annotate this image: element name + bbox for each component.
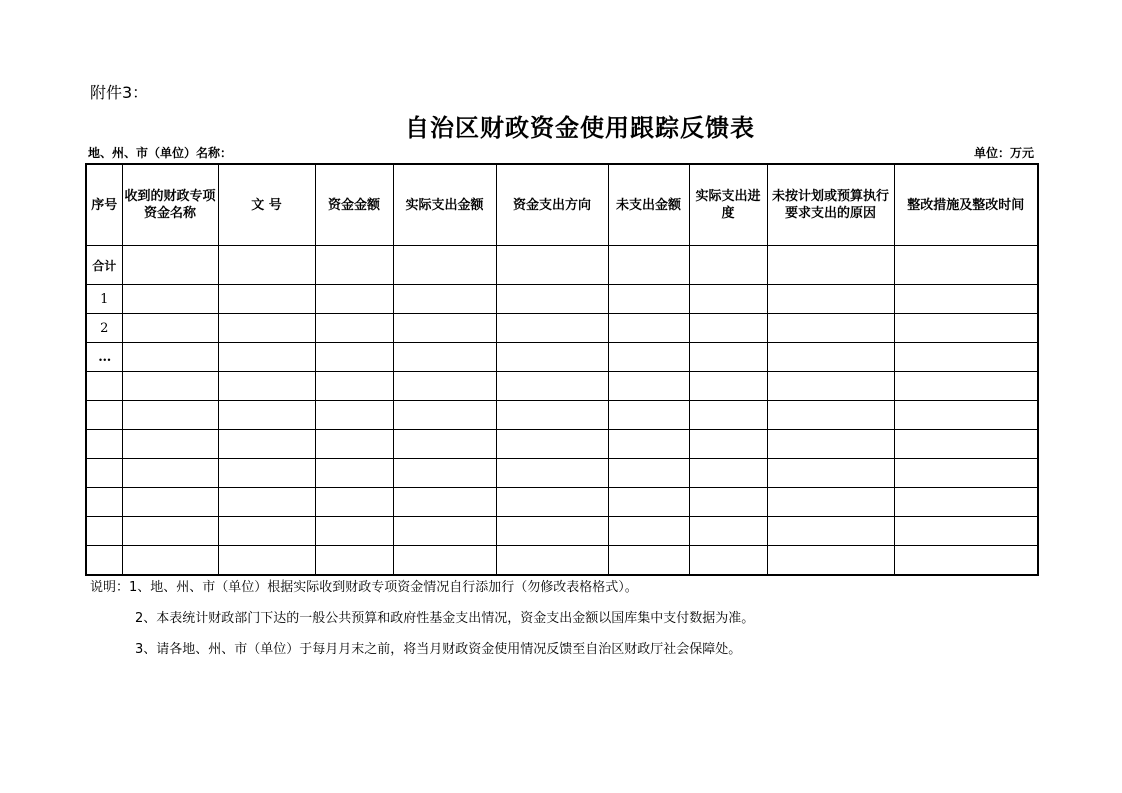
table-cell[interactable] — [689, 546, 767, 576]
table-cell[interactable] — [894, 546, 1038, 576]
table-cell[interactable] — [767, 430, 894, 459]
table-cell[interactable] — [218, 285, 315, 314]
table-cell[interactable] — [608, 430, 689, 459]
unit-label: 单位：万元 — [973, 146, 1034, 160]
table-cell[interactable] — [218, 372, 315, 401]
header-cell-rectification: 整改措施及整改时间 — [894, 164, 1038, 246]
table-cell[interactable] — [393, 517, 496, 546]
table-cell[interactable] — [608, 401, 689, 430]
table-cell[interactable] — [496, 246, 608, 285]
table-row — [86, 372, 1038, 401]
table-cell[interactable] — [496, 517, 608, 546]
table-cell[interactable] — [315, 372, 393, 401]
table-cell[interactable] — [894, 285, 1038, 314]
table-row — [86, 430, 1038, 459]
table-cell[interactable] — [894, 488, 1038, 517]
table-cell[interactable] — [767, 517, 894, 546]
table-cell[interactable] — [689, 372, 767, 401]
table-cell[interactable] — [689, 488, 767, 517]
table-cell[interactable] — [218, 517, 315, 546]
row-index: 2 — [86, 314, 122, 343]
table-row — [86, 343, 1038, 372]
table-cell[interactable] — [496, 546, 608, 576]
table-cell[interactable] — [393, 343, 496, 372]
table-cell[interactable] — [393, 459, 496, 488]
table-row — [86, 546, 1038, 576]
table-cell[interactable] — [122, 314, 218, 343]
table-cell[interactable] — [767, 343, 894, 372]
table-cell[interactable] — [315, 488, 393, 517]
table-cell[interactable] — [767, 459, 894, 488]
table-cell[interactable] — [894, 517, 1038, 546]
table-cell[interactable] — [122, 285, 218, 314]
total-label: 合计 — [86, 246, 122, 285]
table-row — [86, 488, 1038, 517]
table-row — [86, 314, 1038, 343]
table-cell[interactable] — [496, 343, 608, 372]
note-item — [90, 640, 754, 660]
row-index — [86, 430, 122, 459]
table-cell[interactable] — [393, 488, 496, 517]
table-cell[interactable] — [689, 314, 767, 343]
table-cell[interactable] — [218, 343, 315, 372]
table-cell[interactable] — [608, 372, 689, 401]
table-cell[interactable] — [218, 430, 315, 459]
table-cell[interactable] — [122, 430, 218, 459]
table-cell[interactable] — [122, 246, 218, 285]
notes-section — [90, 578, 754, 671]
header-cell-expenditure-direction: 资金支出方向 — [496, 164, 608, 246]
table-cell[interactable] — [122, 343, 218, 372]
header-cell-fund-name: 收到的财政专项资金名称 — [122, 164, 218, 246]
row-index — [86, 488, 122, 517]
row-index — [86, 401, 122, 430]
header-cell-index: 序号 — [86, 164, 122, 246]
row-index: … — [86, 343, 122, 372]
row-index — [86, 372, 122, 401]
table-cell[interactable] — [393, 246, 496, 285]
table-cell[interactable] — [767, 488, 894, 517]
table-cell[interactable] — [122, 488, 218, 517]
table-row — [86, 285, 1038, 314]
total-row — [86, 246, 1038, 285]
table-cell[interactable] — [767, 246, 894, 285]
table-cell[interactable] — [122, 401, 218, 430]
table-cell[interactable] — [689, 343, 767, 372]
table-cell[interactable] — [608, 546, 689, 576]
table-cell[interactable] — [767, 546, 894, 576]
table-cell[interactable] — [689, 246, 767, 285]
row-index: 1 — [86, 285, 122, 314]
header-row — [86, 164, 1038, 246]
table-cell[interactable] — [122, 546, 218, 576]
table-cell[interactable] — [496, 488, 608, 517]
table-cell[interactable] — [393, 546, 496, 576]
table-cell[interactable] — [496, 430, 608, 459]
table-cell[interactable] — [608, 314, 689, 343]
attachment-label: 附件3： — [90, 83, 149, 102]
header-cell-fund-amount: 资金金额 — [315, 164, 393, 246]
table-cell[interactable] — [894, 343, 1038, 372]
table-cell[interactable] — [315, 246, 393, 285]
table-cell[interactable] — [894, 314, 1038, 343]
table-cell[interactable] — [496, 285, 608, 314]
table-cell[interactable] — [767, 401, 894, 430]
document-title: 自治区财政资金使用跟踪反馈表 — [405, 114, 755, 142]
table-row — [86, 459, 1038, 488]
table-cell[interactable] — [894, 430, 1038, 459]
row-index — [86, 517, 122, 546]
table-cell[interactable] — [122, 372, 218, 401]
header-cell-doc-number: 文 号 — [218, 164, 315, 246]
row-index — [86, 459, 122, 488]
table-cell[interactable] — [218, 459, 315, 488]
table-cell[interactable] — [218, 488, 315, 517]
table-cell[interactable] — [218, 546, 315, 576]
table-cell[interactable] — [315, 517, 393, 546]
table-cell[interactable] — [393, 372, 496, 401]
row-index — [86, 546, 122, 576]
header-cell-expenditure-progress: 实际支出进度 — [689, 164, 767, 246]
table-cell[interactable] — [393, 314, 496, 343]
table-cell[interactable] — [689, 430, 767, 459]
table-cell[interactable] — [689, 285, 767, 314]
table-cell[interactable] — [315, 285, 393, 314]
header-cell-unspent-amount: 未支出金额 — [608, 164, 689, 246]
table-cell[interactable] — [315, 546, 393, 576]
table-cell[interactable] — [894, 459, 1038, 488]
note-item — [90, 578, 754, 598]
note-text: 3、请各地、州、市（单位）于每月月末之前，将当月财政资金使用情况反馈至自治区财政厅社会保障处。 — [135, 642, 742, 657]
table-row — [86, 517, 1038, 546]
table-cell[interactable] — [122, 459, 218, 488]
table-cell[interactable] — [608, 343, 689, 372]
header-cell-reason: 未按计划或预算执行要求支出的原因 — [767, 164, 894, 246]
table-cell[interactable] — [315, 314, 393, 343]
feedback-table — [85, 163, 1039, 576]
region-name-label: 地、州、市（单位）名称： — [88, 146, 233, 160]
table-cell[interactable] — [689, 459, 767, 488]
table-cell[interactable] — [608, 488, 689, 517]
table-cell[interactable] — [496, 372, 608, 401]
table-cell[interactable] — [218, 401, 315, 430]
table-cell[interactable] — [894, 401, 1038, 430]
table-cell[interactable] — [122, 517, 218, 546]
table-cell[interactable] — [608, 459, 689, 488]
table-row — [86, 401, 1038, 430]
table-cell[interactable] — [218, 314, 315, 343]
table-cell[interactable] — [608, 285, 689, 314]
table-cell[interactable] — [496, 401, 608, 430]
table-cell[interactable] — [315, 459, 393, 488]
table-cell[interactable] — [767, 285, 894, 314]
table-cell[interactable] — [496, 459, 608, 488]
note-item — [90, 609, 754, 629]
table-cell[interactable] — [315, 343, 393, 372]
note-text: 1、地、州、市（单位）根据实际收到财政专项资金情况自行添加行（勿修改表格格式）。 — [129, 580, 638, 595]
table-cell[interactable] — [894, 246, 1038, 285]
table-cell[interactable] — [767, 372, 894, 401]
notes-prefix: 说明： — [90, 580, 130, 595]
table-cell[interactable] — [393, 430, 496, 459]
table-cell[interactable] — [393, 401, 496, 430]
table-cell[interactable] — [689, 401, 767, 430]
table-cell[interactable] — [608, 517, 689, 546]
note-text: 2、本表统计财政部门下达的一般公共预算和政府性基金支出情况，资金支出金额以国库集中支付数据为准。 — [135, 611, 755, 626]
table-cell[interactable] — [894, 372, 1038, 401]
table-cell[interactable] — [496, 314, 608, 343]
table-cell[interactable] — [689, 517, 767, 546]
table-cell[interactable] — [393, 285, 496, 314]
table-cell[interactable] — [218, 246, 315, 285]
table-cell[interactable] — [315, 430, 393, 459]
table-cell[interactable] — [767, 314, 894, 343]
table-cell[interactable] — [315, 401, 393, 430]
table-cell[interactable] — [608, 246, 689, 285]
header-cell-actual-expenditure: 实际支出金额 — [393, 164, 496, 246]
